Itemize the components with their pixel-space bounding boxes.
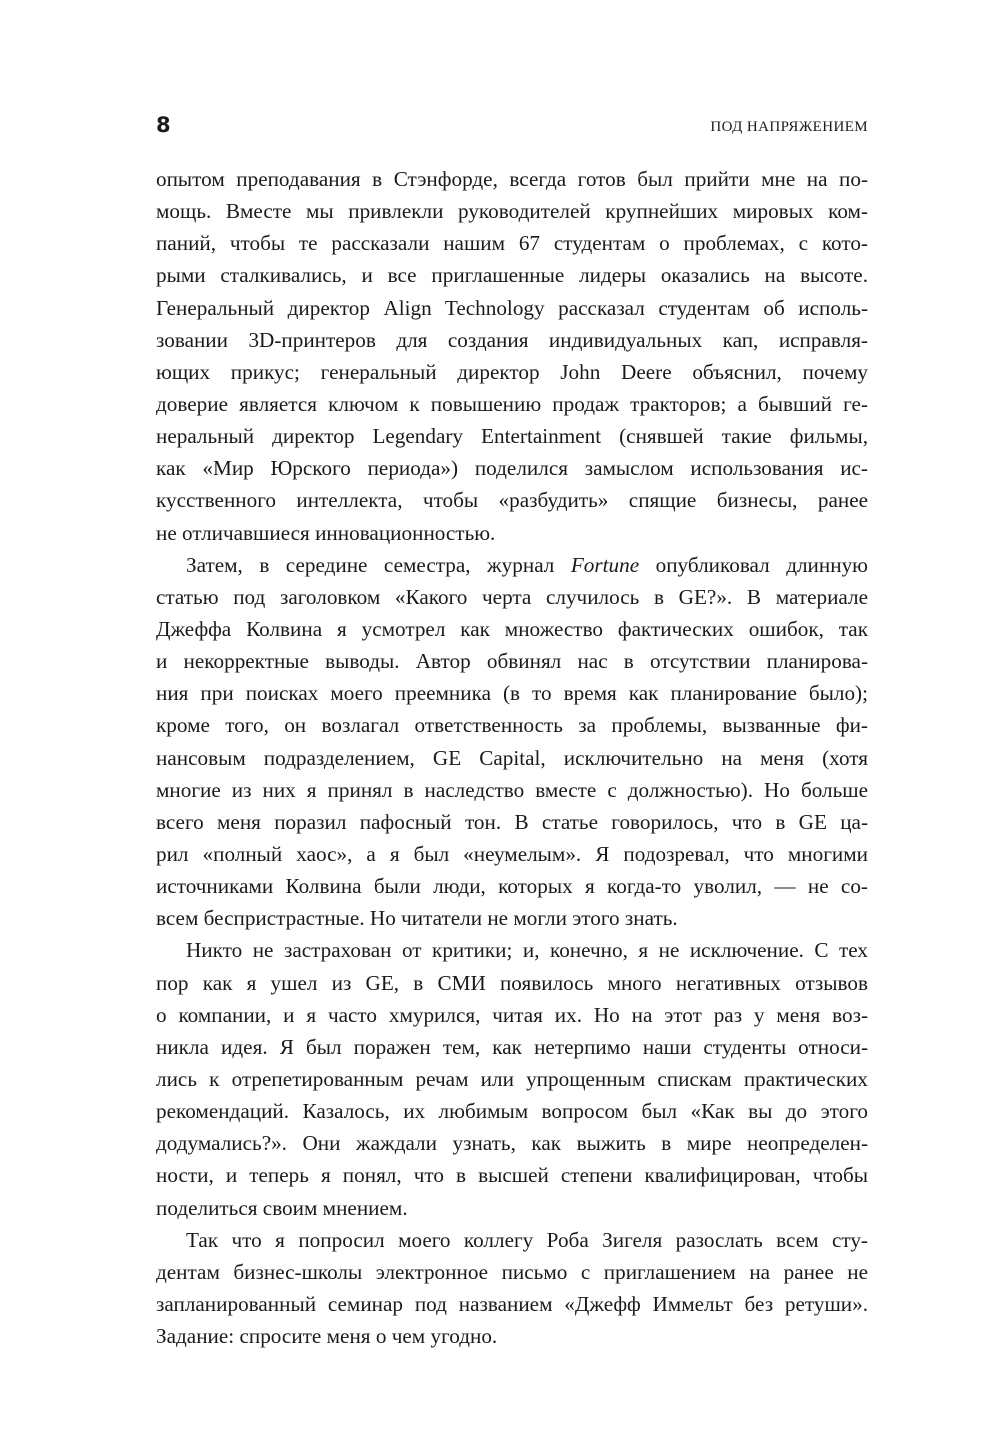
text-line: ния при поисках моего преемника (в то время как планирование было); [156,681,868,706]
text-line: ности, и теперь я понял, что в высшей степени квалифицирован, чтобы [156,1163,868,1188]
text-line: Задание: спросите меня о чем угодно. [156,1324,498,1349]
paragraph [156,1224,868,1353]
text-line: Джеффа Колвина я усмотрел как множество фактических ошибок, так [156,616,868,641]
text-line: и некорректные выводы. Автор обвинял нас в отсутствии планирова- [156,649,868,674]
text-line: никла идея. Я был поражен тем, как нетерпимо наши студенты относи- [156,1034,868,1059]
text-line: додумались?». Они жаждали узнать, как выжить в мире неопределен- [156,1131,868,1156]
text-line: неральный директор Legendary Entertainment (снявшей такие фильмы, [156,424,868,449]
text-line: Так что я попросил моего коллегу Роба Зигеля разослать всем сту- [186,1227,868,1252]
text-line: доверие является ключом к повышению продаж тракторов; а бывший ге- [156,391,868,416]
page-header [156,110,868,140]
text-line: мощь. Вместе мы привлекли руководителей крупнейших мировых ком- [156,199,868,224]
paragraph [156,934,868,1223]
page-number: 8 [156,113,171,137]
text-line: лись к отрепетированным речам или упрощенным спискам практических [156,1066,868,1091]
text-line: всем беспристрастные. Но читатели не могли этого знать. [156,906,678,931]
paragraph [156,549,868,935]
text-line: источниками Колвина были люди, которых я когда-то уволил, — не со- [156,874,868,899]
text-line: дентам бизнес-школы электронное письмо с приглашением на ранее не [156,1259,868,1284]
italic-title: Fortune [570,552,640,577]
text-line: паний, чтобы те рассказали нашим 67 студентам о проблемах, с кото- [156,231,868,256]
text-line: о компании, и я часто хмурился, читая их. Но на этот раз у меня воз- [156,1002,868,1027]
text-line: рил «полный хаос», а я был «неумелым». Я подозревал, что многими [156,841,868,866]
text-line: кроме того, он возлагал ответственность за проблемы, вызванные фи- [156,713,868,738]
text-line: зовании 3D-принтеров для создания индивидуальных кап, исправля- [156,327,868,352]
text-line [156,549,868,581]
text-line: кусственного интеллекта, чтобы «разбудить» спящие бизнесы, ранее [156,488,868,513]
paragraph [156,163,868,549]
text-line: многие из них я принял в наследство вместе с должностью). Но больше [156,777,868,802]
text-line: нансовым подразделением, GE Capital, исключительно на меня (хотя [156,745,868,770]
text-line: Никто не застрахован от критики; и, конечно, я не исключение. С тех [186,938,868,963]
running-title: ПОД НАПРЯЖЕНИЕМ [710,119,868,135]
text-line: Генеральный директор Align Technology рассказал студентам об исполь- [156,295,868,320]
text-segment: Затем, в середине семестра, журнал [186,552,571,577]
text-line: статью под заголовком «Какого черта случилось в GE?». В материале [156,584,868,609]
text-line: запланированный семинар под названием «Джефф Иммельт без ретуши». [156,1291,868,1316]
text-line: пор как я ушел из GE, в СМИ появилось много негативных отзывов [156,970,868,995]
text-line: рекомендаций. Казалось, их любимым вопросом был «Как вы до этого [156,1099,868,1124]
text-line: всего меня поразил пафосный тон. В статье говорилось, что в GE ца- [156,809,868,834]
body-text [156,163,868,1352]
text-line: ющих прикус; генеральный директор John Deere объяснил, почему [156,359,868,384]
text-line: как «Мир Юрского периода») поделился замыслом использования ис- [156,456,868,481]
text-segment: опубликовал длинную [639,552,868,577]
text-line: не отличавшиеся инновационностью. [156,520,496,545]
text-line: поделиться своим мнением. [156,1195,408,1220]
text-line: опытом преподавания в Стэнфорде, всегда готов был прийти мне на по- [156,167,868,191]
text-line: рыми сталкивались, и все приглашенные лидеры оказались на высоте. [156,263,868,288]
